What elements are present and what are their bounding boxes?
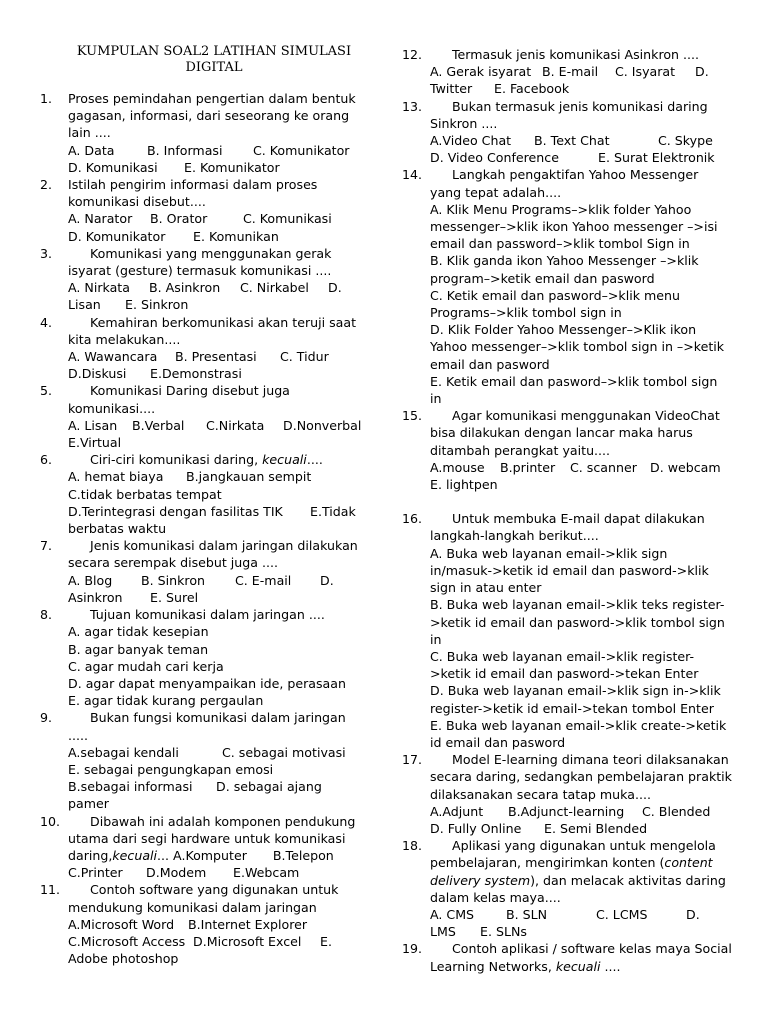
option: D. Komunikasi — [68, 159, 158, 175]
option: B.Adjunct-learning — [508, 803, 625, 819]
option: E. sebagai pengungkapan emosi — [68, 761, 274, 777]
left-column — [40, 44, 380, 967]
option: B.jangkauan sempit — [186, 469, 312, 485]
option: C. Blended — [642, 803, 711, 819]
option: C.tidak berbatas tempat — [68, 486, 222, 502]
option: A.Adjunt — [430, 803, 484, 819]
options-row — [40, 417, 380, 434]
option: B. Sinkron — [141, 572, 206, 588]
options-row — [40, 142, 380, 159]
question-number: 14. — [402, 167, 423, 183]
option: C. Nirkabel — [240, 280, 309, 296]
option: B.Telepon — [272, 847, 334, 863]
question-text: dilaksanakan secara tatap muka.... — [430, 786, 651, 802]
question-7 — [40, 537, 380, 606]
option: berbatas waktu — [68, 521, 167, 537]
question-17 — [402, 751, 732, 837]
option: D. — [320, 572, 334, 588]
question-number: 19. — [402, 941, 423, 957]
options-row — [40, 744, 380, 761]
question-number: 17. — [402, 752, 423, 768]
option: Twitter — [430, 81, 473, 97]
question-number: 2. — [40, 177, 53, 193]
question-8 — [40, 606, 380, 709]
option: D.Modem — [146, 865, 207, 881]
emphasis-text: delivery system — [430, 872, 531, 888]
option: A. CMS — [430, 906, 475, 922]
options-row — [402, 149, 732, 166]
question-text: ditambah perangkat yaitu.... — [430, 442, 611, 458]
question-9 — [40, 709, 380, 812]
options-row — [402, 803, 732, 820]
question-text: secara daring, sedangkan pembelajaran praktik — [430, 769, 732, 785]
question-number: 10. — [40, 813, 61, 829]
option: E. Facebook — [494, 81, 570, 97]
question-13 — [402, 98, 732, 167]
question-text: langkah-langkah berikut.... — [430, 528, 599, 544]
option: E.Virtual — [68, 435, 122, 451]
option: B.printer — [500, 459, 556, 475]
question-text: Istilah pengirim informasi dalam proses — [68, 177, 318, 193]
option: B. Text Chat — [534, 133, 610, 149]
option: B.Internet Explorer — [188, 916, 308, 932]
option: B. Orator — [150, 211, 208, 227]
emphasis-text: content — [664, 855, 713, 871]
option: D. Komunikator — [68, 228, 166, 244]
question-text: utama dari segi hardware untuk komunikasi — [68, 830, 346, 846]
option: D. sebagai ajang — [216, 779, 322, 795]
question-text: Langkah pengaktifan Yahoo Messenger — [452, 167, 699, 183]
question-text: ), dan melacak aktivitas daring — [530, 872, 726, 888]
option-line: in — [430, 631, 442, 647]
question-5 — [40, 382, 380, 451]
option: A. Nirkata — [68, 280, 130, 296]
option-line: C. Buka web layanan email->klik register- — [430, 648, 695, 664]
options-row — [402, 923, 732, 940]
option: A. Narator — [68, 211, 133, 227]
question-number: 15. — [402, 408, 423, 424]
option-line: register->ketik id email->tekan tombol Enter — [430, 700, 714, 716]
question-6 — [40, 451, 380, 537]
option: C. sebagai motivasi — [222, 744, 346, 760]
question-1 — [40, 90, 380, 176]
question-text: Kemahiran berkomunikasi akan teruji saat — [90, 314, 357, 330]
options-row — [40, 933, 380, 950]
options-row — [40, 228, 380, 245]
option: A. Gerak isyarat — [430, 64, 532, 80]
options-row — [40, 589, 380, 606]
options-row — [40, 279, 380, 296]
question-text: daring, — [68, 847, 113, 863]
question-number: 4. — [40, 314, 53, 330]
option: B. agar banyak teman — [68, 641, 209, 657]
option-line: email dan pasword — [430, 356, 550, 372]
question-19 — [402, 940, 732, 974]
emphasis-text: kecuali — [112, 847, 158, 863]
options-row — [40, 778, 380, 795]
option: pamer — [68, 796, 109, 812]
option-line: D. Buka web layanan email->klik sign in->klik — [430, 683, 721, 699]
question-number: 18. — [402, 838, 423, 854]
option: C. scanner — [570, 459, 637, 475]
options-row — [40, 348, 380, 365]
option: D. — [695, 64, 709, 80]
option: B. Informasi — [147, 142, 223, 158]
option: C. LCMS — [596, 906, 648, 922]
question-text: secara serempak disebut juga .... — [68, 555, 279, 571]
options-row — [402, 459, 732, 476]
option: E. SLNs — [480, 924, 527, 940]
question-text: Ciri-ciri komunikasi daring, — [90, 452, 259, 468]
option-line: A. Klik Menu Programs–>klik folder Yahoo — [430, 201, 692, 217]
option-line: id email dan pasword — [430, 734, 566, 750]
option: A. Lisan — [68, 417, 118, 433]
option-line: Programs–>klik tombol sign in — [430, 305, 622, 321]
option-line: D. Klik Folder Yahoo Messenger–>Klik ikon — [430, 322, 697, 338]
option: E.Webcam — [233, 865, 300, 881]
question-12 — [402, 46, 732, 98]
option: A. hemat biaya — [68, 469, 164, 485]
question-10 — [40, 813, 380, 882]
option: D.Nonverbal — [283, 417, 362, 433]
question-text: mendukung komunikasi dalam jaringan — [68, 899, 317, 915]
emphasis-text: kecuali — [262, 452, 307, 468]
question-number: 8. — [40, 607, 53, 623]
option: D. agar dapat menyampaikan ide, perasaan — [68, 675, 346, 691]
question-text: gagasan, informasi, dari seseorang ke orang — [68, 108, 350, 124]
question-14 — [402, 166, 732, 407]
options-row — [40, 468, 380, 485]
question-15 — [402, 407, 732, 493]
option: D.Diskusi — [68, 366, 127, 382]
option: ... A.Komputer — [157, 847, 247, 863]
option: E. Komunikan — [193, 228, 279, 244]
question-text — [402, 958, 732, 975]
options-row — [402, 63, 732, 80]
options-row — [402, 132, 732, 149]
question-text: Agar komunikasi menggunakan VideoChat — [452, 408, 720, 424]
question-text — [402, 872, 732, 889]
option: A.Microsoft Word — [68, 916, 175, 932]
option: D. webcam — [650, 459, 721, 475]
options-row — [40, 365, 380, 382]
options-row — [402, 906, 732, 923]
question-text: kita melakukan.... — [68, 331, 181, 347]
option-line: C. Ketik email dan pasword–>klik menu — [430, 287, 680, 303]
page-title — [40, 44, 380, 76]
option: E. — [320, 933, 332, 949]
option: C.Printer — [68, 865, 123, 881]
question-number: 12. — [402, 47, 423, 62]
question-number: 13. — [402, 98, 423, 114]
question-number: 11. — [40, 882, 61, 898]
option: B.sebagai informasi — [68, 779, 193, 795]
question-text: Dibawah ini adalah komponen pendukung — [90, 813, 356, 829]
option: D.Microsoft Excel — [193, 933, 302, 949]
question-3 — [40, 245, 380, 314]
option: E. lightpen — [430, 477, 498, 493]
question-number: 7. — [40, 538, 53, 554]
option: B. SLN — [506, 906, 548, 922]
option: E. Komunikator — [184, 159, 280, 175]
options-row — [40, 572, 380, 589]
option: A. Data — [68, 142, 115, 158]
question-text: yang tepat adalah.... — [430, 184, 562, 200]
options-row — [402, 820, 732, 837]
question-text: Komunikasi yang menggunakan gerak — [90, 245, 332, 261]
question-2 — [40, 176, 380, 245]
option: D. Video Conference — [430, 150, 559, 166]
question-text: dalam kelas maya.... — [430, 889, 561, 905]
option: E. Semi Blended — [544, 820, 648, 836]
option: A. agar tidak kesepian — [68, 624, 209, 640]
question-number: 3. — [40, 245, 53, 261]
option-line: E. Ketik email dan pasword–>klik tombol sign — [430, 373, 718, 389]
option: Asinkron — [68, 589, 123, 605]
option: C. Komunikasi — [243, 211, 332, 227]
options-row — [40, 210, 380, 227]
right-column — [402, 46, 732, 975]
options-row — [40, 503, 380, 520]
question-text: Bukan termasuk jenis komunikasi daring — [452, 98, 708, 114]
option-line: B. Buka web layanan email->klik teks register- — [430, 597, 725, 613]
question-4 — [40, 314, 380, 383]
options-row — [40, 434, 380, 451]
option-line: >ketik id email dan pasword->klik tombol sign — [430, 614, 725, 630]
option: E.Demonstrasi — [150, 366, 242, 382]
option: A. Wawancara — [68, 349, 158, 365]
question-text: Untuk membuka E-mail dapat dilakukan — [452, 511, 705, 527]
question-text: Contoh software yang digunakan untuk — [90, 882, 339, 898]
question-11 — [40, 881, 380, 967]
options-row — [402, 80, 732, 97]
option: C. E-mail — [235, 572, 292, 588]
option: B.Verbal — [132, 417, 185, 433]
option: D. — [328, 280, 342, 296]
question-18 — [402, 837, 732, 940]
option: D. — [686, 906, 700, 922]
option: C. Isyarat — [615, 64, 676, 80]
question-text: Learning Networks, — [430, 958, 552, 974]
option-line: Yahoo messenger–>klik tombol sign in –>ketik — [430, 339, 725, 355]
option: A.Video Chat — [430, 133, 512, 149]
option: A.sebagai kendali — [68, 744, 179, 760]
option: B. Asinkron — [149, 280, 221, 296]
question-text: Komunikasi Daring disebut juga — [90, 383, 290, 399]
question-text: Jenis komunikasi dalam jaringan dilakukan — [90, 538, 358, 554]
question-text: Proses pemindahan pengertian dalam bentuk — [68, 91, 356, 106]
options-row — [40, 916, 380, 933]
option-line: in — [430, 391, 442, 407]
question-text: komunikasi disebut.... — [68, 194, 206, 210]
emphasis-text: kecuali — [555, 958, 601, 974]
option: C.Nirkata — [206, 417, 265, 433]
question-text: bisa dilakukan dengan lancar maka harus — [430, 425, 693, 441]
question-text: Model E-learning dimana teori dilaksanakan — [452, 752, 729, 768]
question-text: komunikasi.... — [68, 400, 156, 416]
question-text: ..... — [68, 727, 89, 743]
option: C. Tidur — [280, 349, 329, 365]
option-line: B. Klik ganda ikon Yahoo Messenger –>klik — [430, 253, 699, 269]
options-row — [40, 159, 380, 176]
question-text: Aplikasi yang digunakan untuk mengelola — [452, 838, 716, 854]
title-line-1: KUMPULAN SOAL2 LATIHAN SIMULASI — [76, 44, 352, 59]
option-line: sign in atau enter — [430, 580, 542, 596]
question-text: Contoh aplikasi / software kelas maya Social — [452, 941, 732, 957]
option: C. agar mudah cari kerja — [68, 658, 224, 674]
question-text: .... — [306, 452, 323, 468]
option: E. Sinkron — [125, 297, 189, 313]
question-text: lain .... — [68, 125, 111, 141]
question-text: Tujuan komunikasi dalam jaringan .... — [90, 607, 325, 623]
option: D. Fully Online — [430, 820, 522, 836]
option: Lisan — [68, 297, 101, 313]
question-number: 9. — [40, 710, 53, 726]
option-line: messenger–>klik ikon Yahoo messenger –>isi — [430, 219, 718, 235]
option-line: program–>ketik email dan pasword — [430, 270, 655, 286]
option: E. Surat Elektronik — [598, 150, 715, 166]
option: E. Surel — [150, 589, 199, 605]
question-text: isyarat (gesture) termasuk komunikasi .... — [68, 263, 332, 279]
option: A.mouse — [430, 459, 485, 475]
question-text: pembelajaran, mengirimkan konten ( — [430, 855, 665, 871]
option: D.Terintegrasi dengan fasilitas TIK — [68, 503, 283, 519]
option-line: E. Buka web layanan email->klik create->ketik — [430, 717, 727, 733]
question-text: Termasuk jenis komunikasi Asinkron .... — [452, 47, 700, 62]
option-line: >ketik id email dan pasword->tekan Enter — [430, 666, 699, 682]
option: LMS — [430, 924, 456, 940]
option: C. Komunikator — [253, 142, 350, 158]
options-row — [40, 864, 380, 881]
title-line-2: DIGITAL — [185, 60, 243, 75]
question-text: .... — [604, 958, 621, 974]
option: C. Skype — [658, 133, 713, 149]
question-text: Bukan fungsi komunikasi dalam jaringan — [90, 710, 346, 726]
question-number: 5. — [40, 383, 53, 399]
option: E. agar tidak kurang pergaulan — [68, 693, 264, 709]
question-text: Sinkron .... — [430, 115, 498, 131]
option-line: in/masuk->ketik id email dan pasword->klik — [430, 562, 709, 578]
question-text — [40, 847, 380, 864]
option: B. E-mail — [542, 64, 599, 80]
question-number: 6. — [40, 452, 53, 468]
question-16 — [402, 510, 732, 751]
question-number: 16. — [402, 511, 423, 527]
option: A. Blog — [68, 572, 113, 588]
option: Adobe photoshop — [68, 951, 179, 967]
options-row — [40, 296, 380, 313]
option: C.Microsoft Access — [68, 933, 186, 949]
option: E.Tidak — [310, 503, 356, 519]
option-line: A. Buka web layanan email->klik sign — [430, 545, 668, 561]
option: B. Presentasi — [175, 349, 257, 365]
question-text — [402, 854, 732, 871]
question-number: 1. — [40, 91, 53, 106]
option-line: email dan password–>klik tombol Sign in — [430, 236, 690, 252]
